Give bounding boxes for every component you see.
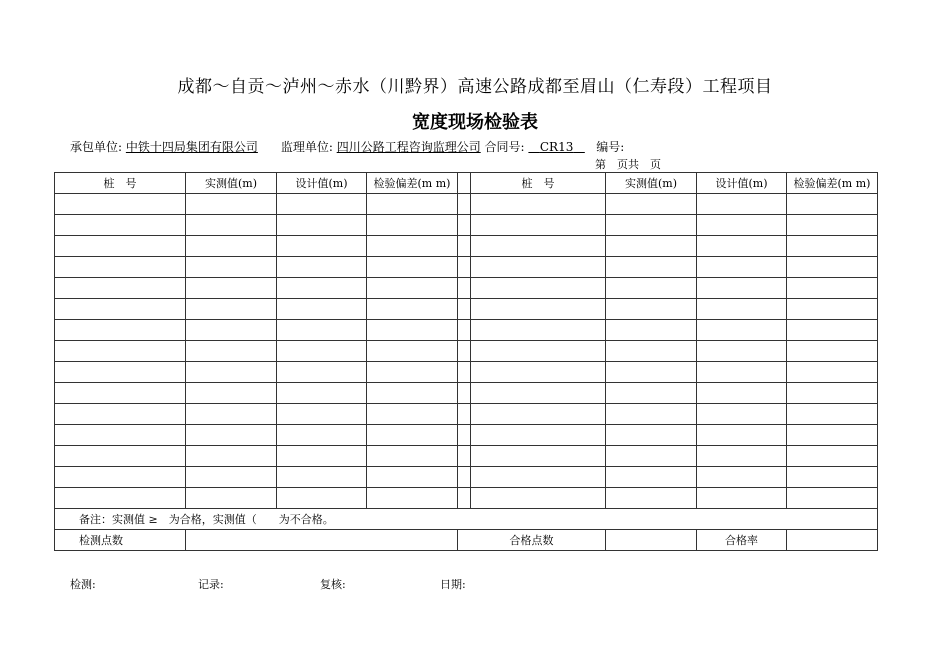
- table-cell[interactable]: [606, 341, 697, 362]
- table-cell[interactable]: [277, 362, 367, 383]
- table-cell[interactable]: [186, 257, 277, 278]
- table-cell[interactable]: [787, 236, 878, 257]
- column-gap: [458, 194, 471, 215]
- table-cell[interactable]: [55, 320, 186, 341]
- table-cell[interactable]: [471, 257, 606, 278]
- table-cell[interactable]: [277, 257, 367, 278]
- table-cell[interactable]: [471, 488, 606, 509]
- table-cell[interactable]: [55, 299, 186, 320]
- table-cell[interactable]: [471, 278, 606, 299]
- column-gap: [458, 362, 471, 383]
- note-row: [55, 509, 878, 530]
- document-title: 宽度现场检验表: [412, 112, 538, 133]
- table-cell[interactable]: [55, 236, 186, 257]
- table-row: [55, 194, 878, 215]
- table-row: [55, 467, 878, 488]
- table-cell[interactable]: [186, 446, 277, 467]
- column-gap: [458, 299, 471, 320]
- table-cell[interactable]: [367, 341, 458, 362]
- table-cell[interactable]: [367, 257, 458, 278]
- table-cell[interactable]: [367, 404, 458, 425]
- table-cell[interactable]: [277, 383, 367, 404]
- table-cell[interactable]: [186, 278, 277, 299]
- table-cell[interactable]: [787, 341, 878, 362]
- table-cell[interactable]: [367, 215, 458, 236]
- table-cell[interactable]: [697, 299, 787, 320]
- table-cell[interactable]: [186, 215, 277, 236]
- col-header-station-right: 桩 号: [471, 173, 606, 194]
- table-cell[interactable]: [277, 278, 367, 299]
- table-row: [55, 341, 878, 362]
- table-cell[interactable]: [787, 383, 878, 404]
- date-label: 日期:: [440, 578, 466, 591]
- table-cell[interactable]: [471, 383, 606, 404]
- table-cell[interactable]: [471, 467, 606, 488]
- table-cell[interactable]: [367, 194, 458, 215]
- table-cell[interactable]: [55, 467, 186, 488]
- table-cell[interactable]: [277, 446, 367, 467]
- table-cell[interactable]: [787, 446, 878, 467]
- table-cell[interactable]: [697, 383, 787, 404]
- info-line: [70, 138, 624, 155]
- table-cell[interactable]: [606, 488, 697, 509]
- table-cell[interactable]: [471, 362, 606, 383]
- supervisor-label: 监理单位:: [280, 140, 333, 154]
- table-cell[interactable]: [277, 341, 367, 362]
- table-cell[interactable]: [697, 488, 787, 509]
- table-cell[interactable]: [787, 320, 878, 341]
- table-cell[interactable]: [697, 404, 787, 425]
- col-header-deviation: 检验偏差(m m): [367, 173, 458, 194]
- review-label: 复核:: [320, 578, 346, 591]
- table-cell[interactable]: [697, 257, 787, 278]
- table-cell[interactable]: [186, 299, 277, 320]
- table-row: [55, 362, 878, 383]
- column-gap: [458, 383, 471, 404]
- summary-row: [55, 530, 878, 551]
- table-cell[interactable]: [606, 383, 697, 404]
- table-row: [55, 299, 878, 320]
- table-row: [55, 383, 878, 404]
- table-cell[interactable]: [787, 467, 878, 488]
- table-cell[interactable]: [697, 341, 787, 362]
- table-cell[interactable]: [55, 404, 186, 425]
- table-cell[interactable]: [277, 194, 367, 215]
- table-cell[interactable]: [787, 362, 878, 383]
- table-cell[interactable]: [787, 488, 878, 509]
- table-cell[interactable]: [277, 236, 367, 257]
- pass-rate-value[interactable]: [787, 530, 878, 551]
- table-cell[interactable]: [787, 425, 878, 446]
- col-header-design: 设计值(m): [277, 173, 367, 194]
- column-gap: [458, 404, 471, 425]
- table-cell[interactable]: [55, 194, 186, 215]
- column-gap: [458, 257, 471, 278]
- column-gap: [458, 341, 471, 362]
- col-header-measured-right: 实测值(m): [606, 173, 697, 194]
- table-cell[interactable]: [787, 194, 878, 215]
- contractor-label: 承包单位:: [70, 140, 123, 154]
- contract-value: CR13: [539, 140, 574, 154]
- table-cell[interactable]: [186, 404, 277, 425]
- table-cell[interactable]: [186, 425, 277, 446]
- column-gap: [458, 446, 471, 467]
- col-header-measured: 实测值(m): [186, 173, 277, 194]
- table-row: [55, 320, 878, 341]
- table-cell[interactable]: [55, 425, 186, 446]
- table-cell[interactable]: [606, 404, 697, 425]
- number-label: 编号:: [596, 140, 625, 154]
- table-cell[interactable]: [471, 320, 606, 341]
- column-gap: [458, 425, 471, 446]
- table-cell[interactable]: [697, 194, 787, 215]
- column-gap: [458, 236, 471, 257]
- table-cell[interactable]: [471, 404, 606, 425]
- table-row: [55, 404, 878, 425]
- table-cell[interactable]: [606, 215, 697, 236]
- table-cell[interactable]: [697, 467, 787, 488]
- table-cell[interactable]: [186, 194, 277, 215]
- table-cell[interactable]: [367, 320, 458, 341]
- table-row: [55, 278, 878, 299]
- column-gap: [458, 278, 471, 299]
- table-cell[interactable]: [277, 215, 367, 236]
- table-cell[interactable]: [697, 362, 787, 383]
- table-cell[interactable]: [471, 194, 606, 215]
- table-cell[interactable]: [367, 383, 458, 404]
- table-cell[interactable]: [367, 488, 458, 509]
- table-cell[interactable]: [471, 446, 606, 467]
- table-cell[interactable]: [471, 425, 606, 446]
- table-row: [55, 215, 878, 236]
- table-cell[interactable]: [277, 488, 367, 509]
- table-cell[interactable]: [186, 488, 277, 509]
- table-cell[interactable]: [367, 446, 458, 467]
- pass-points-value[interactable]: [606, 530, 697, 551]
- table-cell[interactable]: [787, 215, 878, 236]
- check-points-value[interactable]: [186, 530, 458, 551]
- table-header-row: [55, 173, 878, 194]
- table-cell[interactable]: [787, 299, 878, 320]
- table-cell[interactable]: [606, 446, 697, 467]
- col-header-station: 桩 号: [55, 173, 186, 194]
- table-cell[interactable]: [606, 299, 697, 320]
- table-cell[interactable]: [471, 215, 606, 236]
- contractor-value: 中铁十四局集团有限公司: [125, 140, 258, 154]
- table-cell[interactable]: [55, 446, 186, 467]
- table-row: [55, 446, 878, 467]
- table-row: [55, 257, 878, 278]
- col-header-design-right: 设计值(m): [697, 173, 787, 194]
- table-cell[interactable]: [697, 236, 787, 257]
- pass-rate-label: 合格率: [697, 530, 787, 551]
- table-cell[interactable]: [277, 320, 367, 341]
- table-cell[interactable]: [471, 299, 606, 320]
- inspection-table: [54, 172, 878, 551]
- table-cell[interactable]: [606, 425, 697, 446]
- table-cell[interactable]: [367, 467, 458, 488]
- column-gap: [458, 173, 471, 194]
- table-cell[interactable]: [186, 362, 277, 383]
- project-title: 成都～自贡～泸州～赤水（川黔界）高速公路成都至眉山（仁寿段）工程项目: [177, 77, 773, 97]
- contract-label: 合同号:: [484, 140, 525, 154]
- table-cell[interactable]: [55, 278, 186, 299]
- table-cell[interactable]: [55, 215, 186, 236]
- column-gap: [458, 488, 471, 509]
- table-cell[interactable]: [55, 341, 186, 362]
- table-cell[interactable]: [55, 383, 186, 404]
- table-cell[interactable]: [55, 488, 186, 509]
- pass-points-label: 合格点数: [458, 530, 606, 551]
- table-cell[interactable]: [787, 404, 878, 425]
- table-cell[interactable]: [471, 236, 606, 257]
- table-cell[interactable]: [697, 215, 787, 236]
- table-cell[interactable]: [55, 257, 186, 278]
- table-cell[interactable]: [367, 278, 458, 299]
- table-cell[interactable]: [606, 236, 697, 257]
- table-cell[interactable]: [606, 320, 697, 341]
- table-cell[interactable]: [186, 383, 277, 404]
- table-cell[interactable]: [606, 467, 697, 488]
- table-cell[interactable]: [186, 320, 277, 341]
- table-cell[interactable]: [367, 425, 458, 446]
- inspect-label: 检测:: [70, 578, 96, 591]
- table-cell[interactable]: [787, 257, 878, 278]
- table-cell[interactable]: [186, 341, 277, 362]
- check-points-label: 检测点数: [55, 530, 186, 551]
- column-gap: [458, 215, 471, 236]
- column-gap: [458, 467, 471, 488]
- table-cell[interactable]: [55, 362, 186, 383]
- page-indicator: 第 页共 页: [595, 158, 661, 171]
- table-cell[interactable]: [697, 446, 787, 467]
- table-cell[interactable]: [367, 299, 458, 320]
- table-cell[interactable]: [367, 236, 458, 257]
- table-row: [55, 425, 878, 446]
- table-cell[interactable]: [697, 320, 787, 341]
- table-cell[interactable]: [606, 278, 697, 299]
- col-header-deviation-right: 检验偏差(m m): [787, 173, 878, 194]
- table-cell[interactable]: [606, 362, 697, 383]
- note-text: 备注：实测值 ≥ 为合格，实测值（ 为不合格。: [55, 509, 878, 530]
- record-label: 记录:: [198, 578, 224, 591]
- column-gap: [458, 320, 471, 341]
- table-cell[interactable]: [471, 341, 606, 362]
- table-cell[interactable]: [787, 278, 878, 299]
- table-cell[interactable]: [186, 467, 277, 488]
- table-cell[interactable]: [277, 404, 367, 425]
- table-cell[interactable]: [277, 299, 367, 320]
- table-cell[interactable]: [367, 362, 458, 383]
- table-row: [55, 488, 878, 509]
- table-cell[interactable]: [186, 236, 277, 257]
- table-row: [55, 236, 878, 257]
- supervisor-value: 四川公路工程咨询监理公司: [336, 140, 481, 154]
- table-cell[interactable]: [277, 467, 367, 488]
- table-cell[interactable]: [277, 425, 367, 446]
- table-cell[interactable]: [606, 194, 697, 215]
- table-cell[interactable]: [697, 425, 787, 446]
- table-cell[interactable]: [697, 278, 787, 299]
- table-cell[interactable]: [606, 257, 697, 278]
